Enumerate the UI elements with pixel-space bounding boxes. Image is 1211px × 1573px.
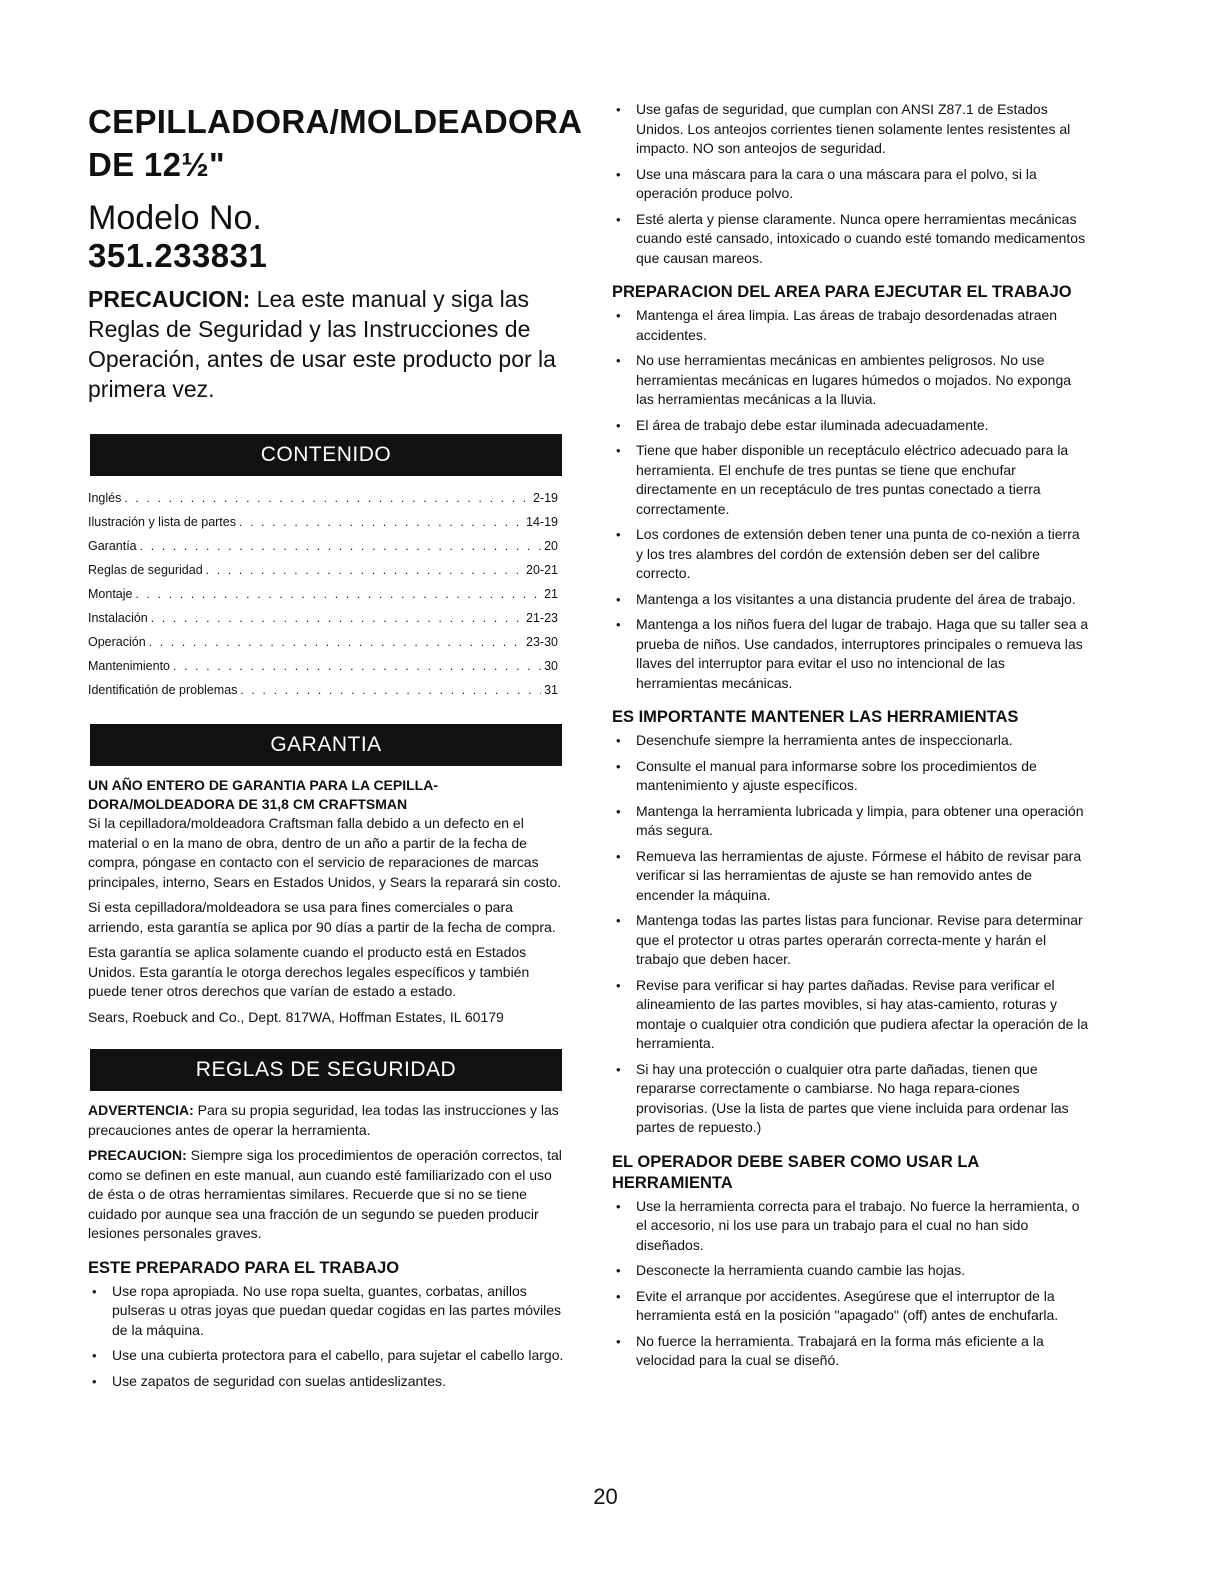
bullet-list-prepared (88, 1282, 568, 1392)
safety-caution-label: PRECAUCION: (88, 1147, 187, 1163)
list-item: • Los cordones de extensión deben tener una punta de co-nexión a tierra y los tres alambres del cordón de extensión deben ser del calibre correcto. (612, 525, 1090, 584)
toc-label: Operación (88, 635, 146, 649)
list-item: • Use gafas de seguridad, que cumplan con ANSI Z87.1 de Estados Unidos. Los anteojos corrientes tienen solamente lentes resistentes al impacto. NO son anteojos de seguridad. (612, 100, 1090, 159)
list-item: • Use la herramienta correcta para el trabajo. No fuerce la herramienta, o el accesorio, ni los use para un trabajo para el cual no han sido diseñados. (612, 1197, 1090, 1256)
toc-leader (135, 582, 541, 606)
section-heading-area: PREPARACION DEL AREA PARA EJECUTAR EL TRABAJO (612, 283, 1072, 301)
bullet-list-maintain (612, 731, 1090, 1138)
caution-intro (88, 284, 568, 404)
list-item: • Desconecte la herramienta cuando cambie las hojas. (612, 1261, 1090, 1281)
list-item: • Consulte el manual para informarse sobre los procedimientos de mantenimiento y ajuste específicos. (612, 757, 1090, 796)
list-item: • Remueva las herramientas de ajuste. Fórmese el hábito de revisar para verificar si las herramientas de ajuste se han removido antes de encender la máquina. (612, 847, 1090, 906)
toc-label: Garantía (88, 539, 137, 553)
section-heading-maintain: ES IMPORTANTE MANTENER LAS HERRAMIENTAS (612, 708, 1019, 726)
section-heading-operator: EL OPERADOR DEBE SABER COMO USAR LA HERRAMIENTA (612, 1152, 979, 1192)
page-number: 20 (593, 1484, 618, 1509)
list-item: • Use una cubierta protectora para el cabello, para sujetar el cabello largo. (88, 1346, 568, 1366)
right-column (612, 100, 1090, 1377)
toc-pages: 21-23 (526, 611, 558, 625)
toc-leader (240, 678, 541, 702)
left-column (88, 100, 583, 1397)
list-item: • Esté alerta y piense claramente. Nunca opere herramientas mecánicas cuando esté cansado, intoxicado o cuando esté tomando medicamentos que causan mareos. (612, 210, 1090, 269)
toc-leader (149, 630, 523, 654)
toc-leader (151, 606, 523, 630)
warranty-paragraph: Si esta cepilladora/moldeadora se usa para fines comerciales o para arriendo, esta garantía se aplica por 90 días a partir de la fecha de compra. (88, 899, 556, 935)
list-item: • No use herramientas mecánicas en ambientes peligrosos. No use herramientas mecánicas en lugares húmedos o mojados. No exponga las herramientas mecánicas a la lluvia. (612, 351, 1090, 410)
list-item: • No fuerce la herramienta. Trabajará en la forma más eficiente a la velocidad para la cual se diseñó. (612, 1332, 1090, 1371)
list-item: • Mantenga a los visitantes a una distancia prudente del área de trabajo. (612, 590, 1090, 610)
toc-leader (140, 534, 541, 558)
document-title-line2: DE 12½" (88, 146, 225, 183)
toc-leader (239, 510, 523, 534)
toc-row (88, 606, 558, 630)
toc-row (88, 630, 558, 654)
list-item: • Mantenga a los niños fuera del lugar de trabajo. Haga que su taller sea a prueba de niños. Use candados, interruptores principales o remueva las llaves del interruptor para evitar el uso no intencional de las herramientas mecánicas. (612, 615, 1090, 693)
safety-warning (88, 1101, 568, 1140)
list-item: • Desenchufe siempre la herramienta antes de inspeccionarla. (612, 731, 1090, 751)
list-item: • Si hay una protección o cualquier otra parte dañadas, tienen que repararse correctamente o cambiarse. No haga repara-ciones provisorias. (Use la lista de partes que viene incluida para ordenar las partes de repuesto.) (612, 1060, 1090, 1138)
toc-row (88, 558, 558, 582)
toc-label: Reglas de seguridad (88, 563, 203, 577)
toc-pages: 20 (544, 539, 558, 553)
bullet-list-prepared-cont (612, 100, 1090, 268)
toc-row (88, 678, 558, 702)
toc-label: Inglés (88, 491, 122, 505)
warranty-heading: UN AÑO ENTERO DE GARANTIA PARA LA CEPILLA-DORA/MOLDEADORA DE 31,8 CM CRAFTSMAN (88, 777, 438, 812)
list-item: • Revise para verificar si hay partes dañadas. Revise para verificar el alineamiento de las partes movibles, si hay atas-camiento, roturas y montaje o cualquier otra condición que pudiera afectar la operación de la herramienta. (612, 976, 1090, 1054)
warranty-paragraph: Si la cepilladora/moldeadora Craftsman falla debido a un defecto en el material o en la mano de obra, dentro de un año a partir de la fecha de compra, póngase en contacto con el servicio de reparaciones de marcas principales, interno, Sears en Estados Unidos, y Sears la reparará sin costo. (88, 815, 562, 890)
model-number: 351.233831 (88, 237, 268, 274)
toc-label: Identificatión de problemas (88, 683, 238, 697)
toc-label: Mantenimiento (88, 659, 170, 673)
toc-pages: 31 (544, 683, 558, 697)
toc-leader (173, 654, 541, 678)
safety-warning-text: Para su propia seguridad, lea todas las instrucciones y las precauciones antes de operar la herramienta. (88, 1102, 559, 1138)
warranty-paragraph: Esta garantía se aplica solamente cuando el producto está en Estados Unidos. Esta garantía le otorga derechos legales específicos y también puede tener otros derechos que varían de estado a estado. (88, 944, 530, 999)
contents-banner: CONTENIDO (90, 434, 562, 476)
caution-intro-label: PRECAUCION: (88, 286, 251, 312)
toc-pages: 20-21 (526, 563, 558, 577)
toc-pages: 2-19 (532, 491, 558, 505)
toc-row (88, 534, 558, 558)
toc-row (88, 486, 558, 510)
document-title-line1: CEPILLADORA/MOLDEADORA (88, 103, 583, 140)
list-item: • Tiene que haber disponible un receptáculo eléctrico adecuado para la herramienta. El enchufe de tres puntas se tiene que enchufar directamente en un receptáculo de tres puntas conectado a tierra correctamente. (612, 441, 1090, 519)
safety-banner: REGLAS DE SEGURIDAD (90, 1049, 562, 1091)
warranty-address: Sears, Roebuck and Co., Dept. 817WA, Hoffman Estates, IL 60179 (88, 1008, 504, 1025)
list-item: • Use una máscara para la cara o una máscara para el polvo, si la operación produce polvo. (612, 165, 1090, 204)
section-heading-prepared: ESTE PREPARADO PARA EL TRABAJO (88, 1258, 400, 1277)
list-item: • Mantenga la herramienta lubricada y limpia, para obtener una operación más segura. (612, 802, 1090, 841)
toc-pages: 30 (544, 659, 558, 673)
toc-label: Instalación (88, 611, 148, 625)
toc-pages: 21 (544, 587, 558, 601)
list-item: • Use ropa apropiada. No use ropa suelta, guantes, corbatas, anillos pulseras u otras joyas que puedan quedar cogidas en las partes móviles de la máquina. (88, 1282, 568, 1341)
toc-leader (206, 558, 523, 582)
list-item: • Evite el arranque por accidentes. Asegúrese que el interruptor de la herramienta está en la posición "apagado" (off) antes de enchufarla. (612, 1287, 1090, 1326)
list-item: • Mantenga todas las partes listas para funcionar. Revise para determinar que el protector u otras partes operarán correcta-mente y harán el trabajo que deben hacer. (612, 911, 1090, 970)
toc-row (88, 654, 558, 678)
list-item: • El área de trabajo debe estar iluminada adecuadamente. (612, 416, 1090, 436)
toc-leader (124, 486, 530, 510)
bullet-list-operator (612, 1197, 1090, 1371)
toc-pages: 14-19 (526, 515, 558, 529)
list-item: • Mantenga el área limpia. Las áreas de trabajo desordenadas atraen accidentes. (612, 306, 1090, 345)
toc-row (88, 510, 558, 534)
safety-warning-label: ADVERTENCIA: (88, 1102, 194, 1118)
model-label: Modelo No. (88, 199, 262, 237)
table-of-contents (88, 486, 558, 702)
warranty-banner: GARANTIA (90, 724, 562, 766)
toc-label: Montaje (88, 587, 133, 601)
caution-intro-text: Lea este manual y siga las Reglas de Seguridad y las Instrucciones de Operación, antes de usar este producto por la primera vez. (88, 286, 556, 402)
list-item: • Use zapatos de seguridad con suelas antideslizantes. (88, 1372, 568, 1392)
toc-row (88, 582, 558, 606)
toc-label: Ilustración y lista de partes (88, 515, 236, 529)
safety-caution (88, 1146, 568, 1244)
toc-pages: 23-30 (526, 635, 558, 649)
bullet-list-area (612, 306, 1090, 693)
safety-caution-text: Siempre siga los procedimientos de operación correctos, tal como se definen en este manual, aun cuando esté familiarizado con el uso de ésta o de otras herramientas similares. Recuerde que si no se tiene cuidado por aunque sea una fracción de un segundo se pueden producir lesiones personales graves. (88, 1147, 562, 1241)
